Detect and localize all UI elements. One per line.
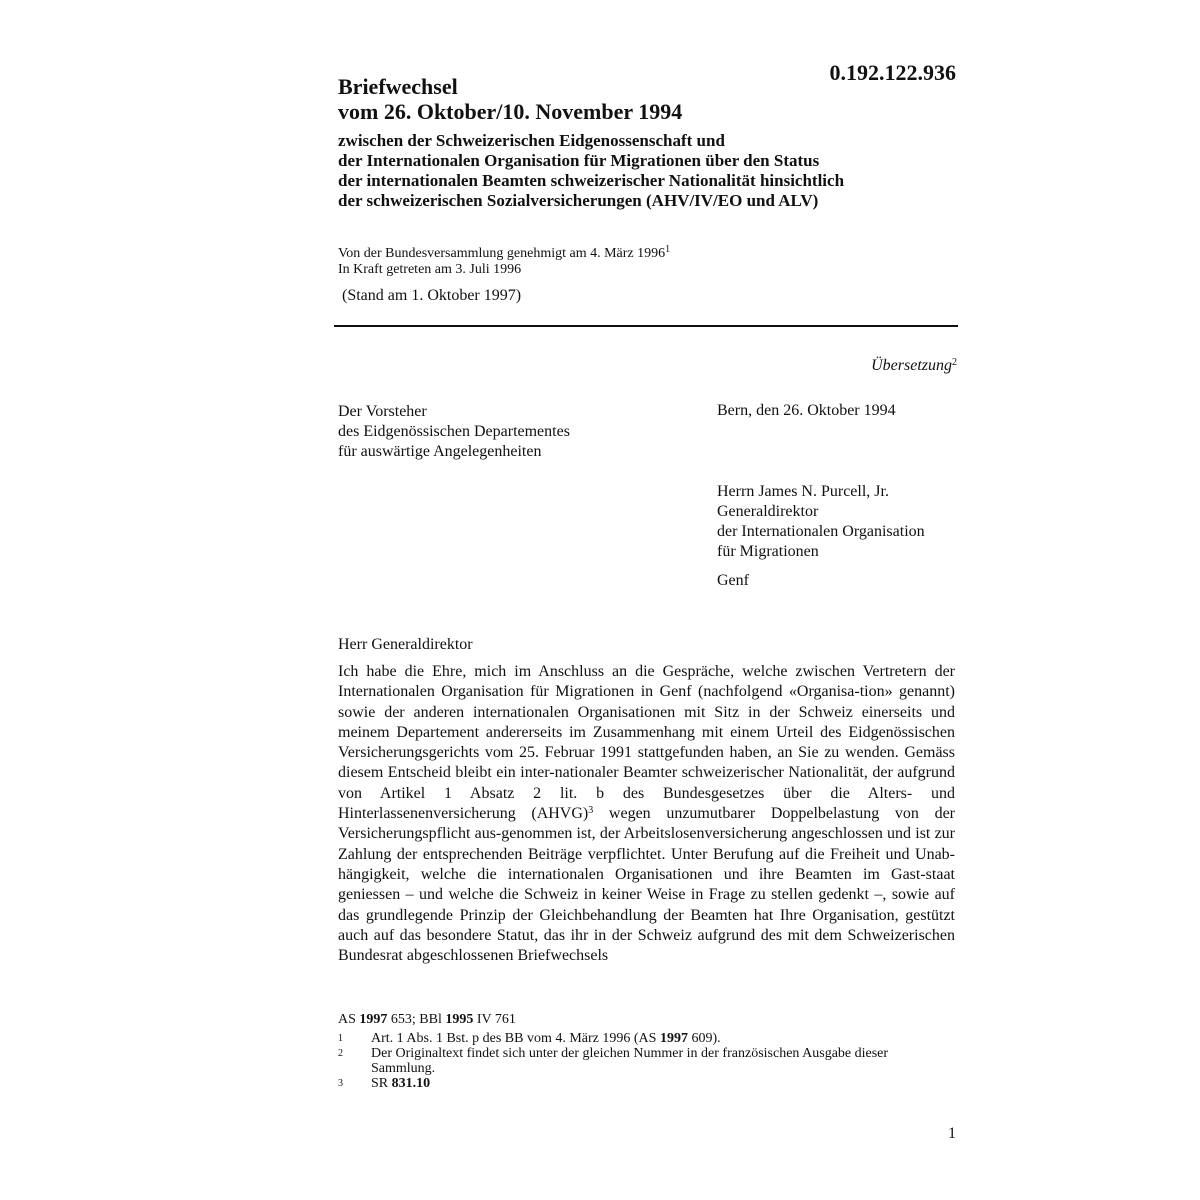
sender-line: des Eidgenössischen Departementes bbox=[338, 423, 570, 440]
recipient-city: Genf bbox=[717, 572, 749, 589]
footnote bbox=[338, 1076, 938, 1091]
footnote bbox=[338, 1046, 938, 1076]
footnote-ref: 1 bbox=[665, 244, 671, 255]
title-line-2: vom 26. Oktober/10. November 1994 bbox=[338, 99, 683, 124]
footnote bbox=[338, 1031, 938, 1046]
recipient-line: der Internationalen Organisation bbox=[717, 523, 925, 540]
sr-number: 0.192.122.936 bbox=[829, 60, 956, 85]
footnote-ref: 2 bbox=[952, 357, 957, 368]
document-subtitle bbox=[338, 131, 978, 211]
subtitle-line: zwischen der Schweizerischen Eidgenossenschaft und bbox=[338, 131, 725, 150]
as-suffix: IV 761 bbox=[473, 1012, 516, 1027]
sender-line: Der Vorsteher bbox=[338, 403, 427, 420]
letter-body bbox=[338, 662, 955, 966]
in-force-line: In Kraft getreten am 3. Juli 1996 bbox=[338, 262, 522, 277]
document-title bbox=[338, 74, 682, 124]
subtitle-line: der schweizerischen Sozialversicherungen (AHV/IV/EO und ALV) bbox=[338, 191, 819, 210]
as-prefix: AS bbox=[338, 1012, 360, 1027]
translation-note bbox=[700, 357, 957, 375]
recipient-line: Generaldirektor bbox=[717, 503, 819, 520]
page-number: 1 bbox=[948, 1125, 956, 1142]
letter-recipient bbox=[717, 482, 925, 562]
footnote-ref: 3 bbox=[588, 805, 594, 817]
footnote-number: 1 bbox=[338, 1033, 343, 1044]
body-text-part-2: wegen unzumutbarer Doppelbelastung von der Versicherungspflicht aus-genommen ist, der Arbeitslosenversicherung angeschlossen und ist zur Zahlung der entsprechenden Beiträge verpflichtet. Unter Berufung auf die Freiheit und Unab-hängigkeit, welche die internationalen Organisationen und ihre Beamten im Gast-staat geniessen – und welche die Schweiz in keiner Weise in Frage zu stellen gedenkt –, sowie auf das grundlegende Prinzip der Gleichbehandlung der Beamten hat Ihre Organisation, gestützt auch auf das besondere Statut, das ihr in der Schweiz aufgrund des mit dem Schweizerischen Bundesrat abgeschlossenen Briefwechsels bbox=[338, 805, 955, 965]
place-date: Bern, den 26. Oktober 1994 bbox=[717, 402, 896, 419]
footnotes bbox=[338, 1031, 938, 1091]
footnote-number: 3 bbox=[338, 1078, 343, 1089]
salutation: Herr Generaldirektor bbox=[338, 636, 473, 653]
recipient-line: Herrn James N. Purcell, Jr. bbox=[717, 483, 889, 500]
subtitle-line: der internationalen Beamten schweizerischer Nationalität hinsichtlich bbox=[338, 171, 845, 190]
title-line-1: Briefwechsel bbox=[338, 74, 458, 99]
translation-label: Übersetzung bbox=[871, 357, 952, 374]
body-text-part-1: Ich habe die Ehre, mich im Anschluss an die Gespräche, welche zwischen Vertretern der Internationalen Organisation für Migrationen in Genf (nachfolgend «Organisa-tion» genannt) sowie der anderen internationalen Organisationen mit Sitz in der Schweiz einerseits und meinem Departement andererseits im Zusammenhang mit einem Urteil des Eidgenössischen Versicherungsgerichts vom 25. Februar 1991 stattgefunden haben, an Sie zu wenden. Gemäss diesem Entscheid bleibt ein inter-nationaler Beamter schweizerischer Nationalität, der aufgrund von Artikel 1 Absatz 2 lit. b des Bundesgesetzes über die Alters- und Hinterlassenenversicherung (AHVG) bbox=[338, 663, 955, 823]
sender-line: für auswärtige Angelegenheiten bbox=[338, 443, 542, 460]
footnote-text: Der Originaltext findet sich unter der gleichen Nummer in der französischen Ausgabe dieser Sammlung. bbox=[371, 1046, 889, 1076]
letter-sender bbox=[338, 402, 570, 462]
subtitle-line: der Internationalen Organisation für Migrationen über den Status bbox=[338, 151, 820, 170]
approval-text: Von der Bundesversammlung genehmigt am 4. März 1996 bbox=[338, 246, 666, 261]
bbl-year: 1995 bbox=[445, 1012, 474, 1027]
as-year: 1997 bbox=[359, 1012, 388, 1027]
recipient-line: für Migrationen bbox=[717, 543, 819, 560]
header-divider bbox=[334, 325, 958, 327]
approval-line bbox=[338, 246, 670, 262]
footnote-text: Art. 1 Abs. 1 Bst. p des BB vom 4. März 1996 (AS 1997 609). bbox=[371, 1031, 721, 1046]
stand-date: (Stand am 1. Oktober 1997) bbox=[342, 287, 522, 304]
as-reference bbox=[338, 1012, 516, 1028]
document-meta bbox=[338, 246, 670, 278]
footnote-number: 2 bbox=[338, 1048, 343, 1059]
as-mid: 653; BBl bbox=[387, 1012, 446, 1027]
footnote-text: SR 831.10 bbox=[371, 1076, 431, 1091]
